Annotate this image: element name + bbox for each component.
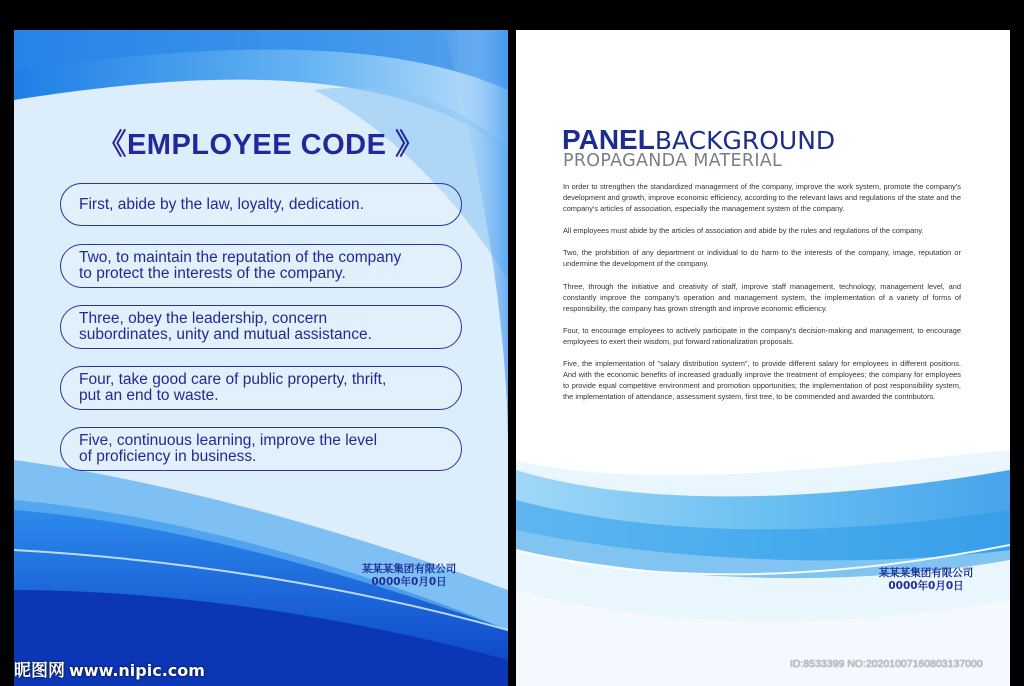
body-paragraph: Three, through the initiative and creativity of staff, improve staff management, technology, management level, and constantly improve the company's operation and management system, the implementation of a variety of forms of responsibility, the company has grown strength and improve economic efficiency. (563, 281, 961, 313)
company-name: 某某某集团有限公司 (361, 563, 457, 575)
employee-code-title: 《EMPLOYEE CODE 》 (97, 129, 425, 161)
signature-date: 0000年0月0日 (888, 580, 964, 592)
watermark-logo-text: 昵图网 (14, 661, 65, 681)
body-paragraph: All employees must abide by the articles of association and abide by the rules and regulations of the company. (563, 226, 924, 236)
code-item-4 (60, 366, 462, 410)
nipic-watermark (14, 656, 205, 681)
code-item-text: put an end to waste. (79, 387, 219, 404)
code-item-text: Four, take good care of public property, thrift, (79, 371, 387, 388)
image-id-strip: ID:8533399 NO:20201007160803137000 (790, 658, 983, 670)
body-paragraph: Two, the prohibition of any department or individual to do harm to the interests of the company, image, reputation or undermine the development of the company. (563, 248, 961, 269)
company-name: 某某某集团有限公司 (878, 567, 974, 579)
body-paragraph: Four, to encourage employees to actively participate in the company's decision-making and management, to encourage employees to exert their wisdom, put forward rationalization proposals. (563, 325, 961, 346)
heading-rest-part: BACKGROUND (654, 126, 836, 155)
right-signature (866, 567, 986, 593)
code-item-text: to protect the interests of the company. (79, 265, 346, 282)
watermark-url: www.nipic.com (69, 661, 205, 680)
code-item-text: of proficiency in business. (79, 448, 257, 465)
code-item-text: subordinates, unity and mutual assistance. (79, 326, 372, 343)
body-paragraph: In order to strengthen the standardized management of the company, improve the work system, promote the company's development and growth, improve economic efficiency, according to the relevant laws and regulations of the state and the company's articles of association, especially the management system of the company. (563, 182, 961, 214)
code-item-text: Two, to maintain the reputation of the company (79, 249, 402, 266)
right-body-text (563, 181, 961, 413)
code-item-text: First, abide by the law, loyalty, dedication. (79, 195, 364, 213)
code-item-1 (60, 183, 462, 226)
code-item-2 (60, 244, 462, 288)
code-item-5 (60, 427, 462, 471)
left-signature (344, 563, 474, 589)
propaganda-subheading: PROPAGANDA MATERIAL (563, 151, 783, 171)
code-item-3 (60, 305, 462, 349)
right-panel (516, 30, 1010, 686)
body-paragraph: Five, the implementation of "salary distribution system", to provide different salary for employees in different positions. And with the economic benefits of increased gradually improve the treatment of employees; the company for employees to provide equal competitive environment and promotion opportunities; the implementation of post responsibility system, the implementation of attendance, assessment system, first tree, to be commended and awarded the contributors. (563, 359, 961, 402)
code-item-text: Three, obey the leadership, concern (79, 310, 328, 327)
heading-bold-part: PANEL (562, 124, 655, 155)
code-item-text: Five, continuous learning, improve the level (79, 432, 378, 449)
left-panel (14, 30, 508, 686)
signature-date: 0000年0月0日 (371, 576, 447, 588)
